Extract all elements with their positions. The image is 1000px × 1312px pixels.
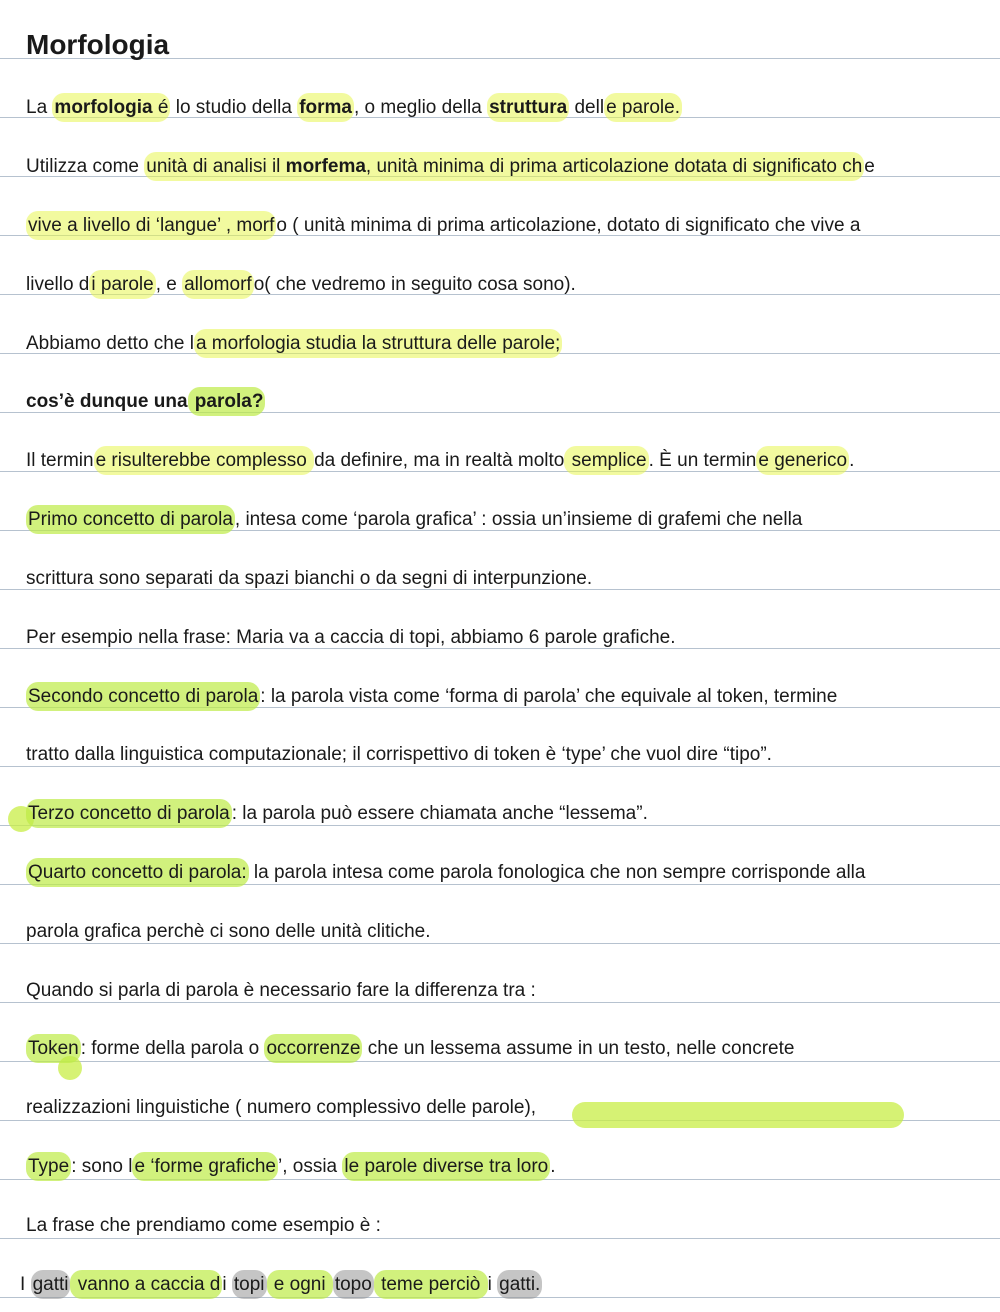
text-segment: Per esempio nella frase: Maria va a caccia di topi, abbiamo 6 parole grafiche. (26, 627, 676, 648)
highlight: Token (26, 1034, 81, 1063)
highlight: i parole (89, 270, 155, 299)
highlight (52, 93, 170, 122)
text-segment: La frase che prendiamo come esempio è : (26, 1215, 381, 1236)
highlight-gray: topo (333, 1270, 374, 1299)
text-segment: lo studio della (170, 97, 298, 118)
highlight: vive a livello di ‘langue’ , morf (26, 211, 276, 240)
highlight (487, 93, 569, 122)
bold-term: forma (299, 97, 352, 118)
highlight: occorrenze (264, 1034, 362, 1063)
paragraph-line-11 (26, 685, 837, 709)
text-segment: scrittura sono separati da spazi bianchi o da segni di interpunzione. (26, 568, 593, 589)
text-segment: . (550, 1156, 556, 1177)
highlight: parola? (188, 387, 266, 416)
text-segment: : sono l (71, 1156, 133, 1177)
highlight: a morfologia studia la struttura delle parole; (194, 329, 562, 358)
text-segment: livello d (26, 274, 90, 295)
paragraph-line-14 (26, 861, 865, 885)
highlight: e ogni (267, 1270, 333, 1299)
text-segment: La (26, 97, 53, 118)
paragraph-line-17 (26, 1037, 794, 1061)
text-segment: tratto dalla linguistica computazionale; il corrispettivo di token è ‘type’ che vuol dire “tipo”. (26, 744, 772, 765)
text-segment: e (864, 156, 875, 177)
text-segment: , unità minima di prima articolazione dotata di significato ch (365, 156, 863, 177)
highlight (297, 93, 354, 122)
paragraph-line-19 (26, 1155, 556, 1179)
highlight: teme perciò (374, 1270, 488, 1299)
text-segment: , intesa come ‘parola grafica’ : ossia un’insieme di grafemi che nella (234, 509, 803, 530)
highlight (144, 152, 864, 181)
bold-term: struttura (489, 97, 568, 118)
highlight: Secondo concetto di parola (26, 682, 260, 711)
paragraph-line-13 (26, 802, 648, 826)
highlight: semplice (564, 446, 648, 475)
text-segment: . È un termin (648, 450, 757, 471)
bold-question: cos’è dunque una (26, 391, 188, 412)
text-segment: o ( unità minima di prima articolazione, dotato di significato che vive a (276, 215, 861, 236)
paragraph-line-8 (26, 508, 802, 532)
paragraph-line-2 (26, 155, 875, 179)
highlight: Quarto concetto di parola: (26, 858, 249, 887)
paragraph-line-1 (26, 96, 682, 120)
text-segment: , o meglio della (354, 97, 488, 118)
paragraph-line-12 (26, 743, 772, 767)
text-segment: unità di analisi il (146, 156, 286, 177)
paragraph-line-15 (26, 920, 431, 944)
text-segment: é (152, 97, 169, 118)
paragraph-line-6 (26, 390, 265, 414)
text-segment: , e (155, 274, 183, 295)
text-segment: I (20, 1274, 31, 1295)
paragraph-line-21 (20, 1273, 542, 1297)
text-segment: Il termin (26, 450, 94, 471)
paragraph-line-9 (26, 567, 592, 591)
highlight: e parole. (604, 93, 682, 122)
text-segment: : la parola può essere chiamata anche “lessema”. (231, 803, 648, 824)
text-segment: i (487, 1274, 498, 1295)
page-title: Morfologia (26, 29, 170, 60)
text-segment: da definire, ma in realtà molto (314, 450, 565, 471)
paragraph-line-3 (26, 214, 860, 238)
text-segment: parola grafica perchè ci sono delle unità clitiche. (26, 921, 431, 942)
text-segment: che un lessema assume in un testo, nelle concrete (362, 1038, 795, 1059)
text-segment: la parola intesa come parola fonologica che non sempre corrisponde alla (248, 862, 866, 883)
text-segment: Abbiamo detto che l (26, 333, 194, 354)
highlight: e risulterebbe complesso (94, 446, 315, 475)
highlight: e generico (756, 446, 849, 475)
highlight: allomorf (182, 270, 254, 299)
bold-term: morfema (285, 156, 366, 177)
text-segment: Utilizza come (26, 156, 145, 177)
highlight-gray: topi (232, 1270, 267, 1299)
paragraph-line-18 (26, 1096, 536, 1120)
highlight-gray: gatti. (497, 1270, 542, 1299)
text-segment: dell (569, 97, 605, 118)
highlight: Type (26, 1152, 71, 1181)
bold-term: morfologia (54, 97, 153, 118)
text-segment: o( che vedremo in seguito cosa sono). (253, 274, 576, 295)
text-segment: . (849, 450, 855, 471)
paragraph-line-5 (26, 332, 562, 356)
text-segment: : la parola vista come ‘forma di parola’ che equivale al token, termine (260, 686, 838, 707)
text-segment: ’, ossia (277, 1156, 343, 1177)
highlight: Terzo concetto di parola (26, 799, 232, 828)
text-segment: Quando si parla di parola è necessario fare la differenza tra : (26, 980, 536, 1001)
paragraph-line-7 (26, 449, 854, 473)
paragraph-line-16 (26, 979, 536, 1003)
highlight: vanno a caccia d (70, 1270, 222, 1299)
text-segment: realizzazioni linguistiche ( numero complessivo delle parole), (26, 1097, 537, 1118)
paragraph-line-20 (26, 1214, 381, 1238)
highlight: le parole diverse tra loro (342, 1152, 550, 1181)
text-segment: : forme della parola o (80, 1038, 265, 1059)
highlighter-stroke (572, 1102, 904, 1128)
highlight-gray: gatti (31, 1270, 71, 1299)
text-segment: i (222, 1274, 232, 1295)
highlight: Primo concetto di parola (26, 505, 235, 534)
paragraph-line-10 (26, 626, 676, 650)
highlight: e ‘forme grafiche (132, 1152, 278, 1181)
paragraph-line-4 (26, 273, 576, 297)
